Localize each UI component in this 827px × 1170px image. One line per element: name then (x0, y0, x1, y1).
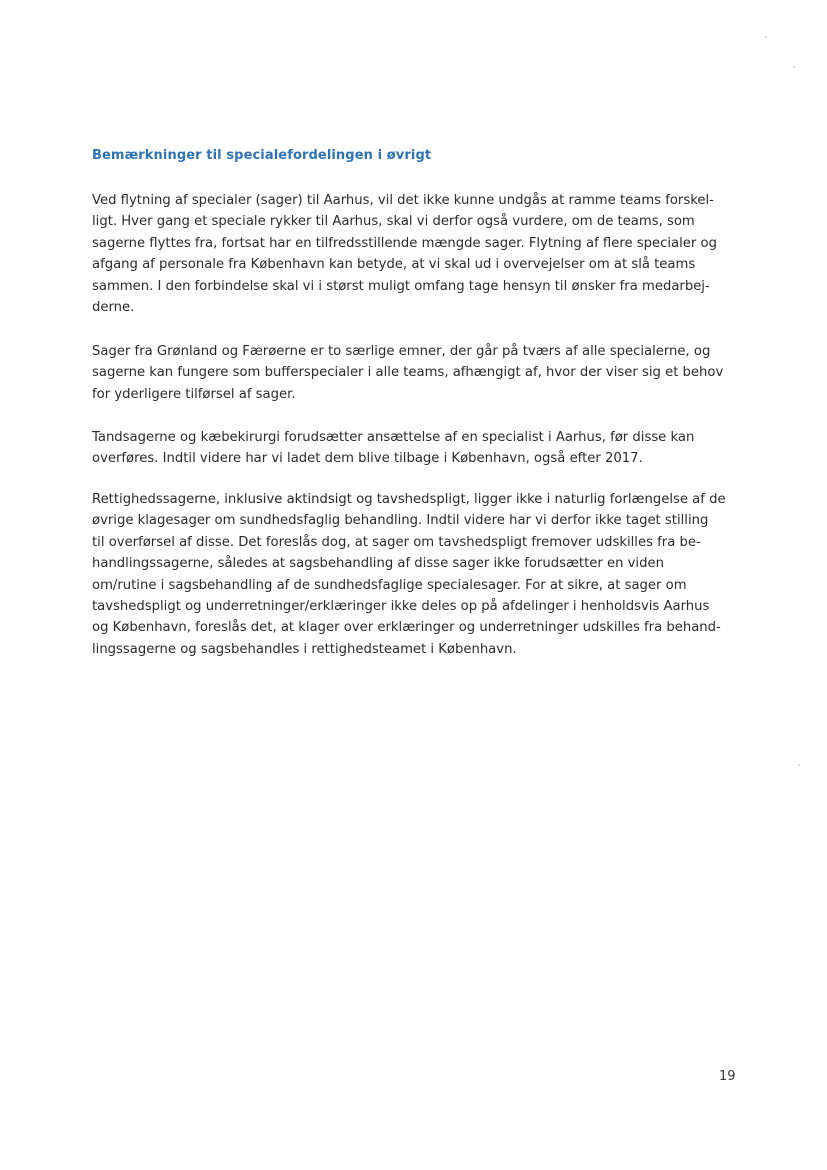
paragraph-line: øvrige klagesager om sundhedsfaglig behandling. Indtil videre har vi derfor ikke taget stilling (92, 513, 709, 529)
paragraph-line: sammen. I den forbindelse skal vi i størst muligt omfang tage hensyn til ønsker fra medarbej- (92, 278, 710, 294)
paragraph-line: sagerne kan fungere som bufferspecialer i alle teams, afhængigt af, hvor der viser sig et behov (92, 365, 724, 381)
paragraph-line: afgang af personale fra København kan betyde, at vi skal ud i overvejelser om at slå teams (92, 257, 696, 273)
paragraph-line: om/rutine i sagsbehandling af de sundhedsfaglige specialesager. For at sikre, at sager om (92, 577, 687, 593)
paragraph-line: til overførsel af disse. Det foreslås dog, at sager om tavshedspligt fremover udskilles fra be- (92, 534, 701, 550)
paragraph-line: og København, foreslås det, at klager over erklæringer og underretninger udskilles fra behand- (92, 620, 721, 636)
paragraph-2 (92, 341, 723, 405)
paragraph-line: derne. (92, 300, 135, 316)
paragraph-line: for yderligere tilførsel af sager. (92, 386, 296, 402)
paragraph-line: Rettighedssagerne, inklusive aktindsigt og tavshedspligt, ligger ikke i naturlig forlængelse af de (92, 492, 726, 507)
page-number: 19 (719, 1069, 736, 1084)
paragraph-3 (92, 427, 694, 470)
paragraph-line: Tandsagerne og kæbekirurgi forudsætter ansættelse af en specialist i Aarhus, før disse kan (92, 430, 695, 445)
scan-speck (765, 36, 767, 38)
paragraph-line: ligt. Hver gang et speciale rykker til Aarhus, skal vi derfor også vurdere, om de teams, som (92, 214, 695, 230)
scan-speck (798, 764, 800, 766)
paragraph-line: handlingssagerne, således at sagsbehandling af disse sager ikke forudsætter en viden (92, 556, 664, 572)
paragraph-line: sagerne flyttes fra, fortsat har en tilfredsstillende mængde sager. Flytning af flere specialer og (92, 235, 717, 251)
paragraph-line: Ved flytning af specialer (sager) til Aarhus, vil det ikke kunne undgås at ramme teams forskel- (92, 193, 714, 208)
paragraph-line: overføres. Indtil videre har vi ladet dem blive tilbage i København, også efter 2017. (92, 451, 643, 467)
scan-speck (793, 66, 795, 68)
paragraph-4 (92, 489, 726, 660)
paragraph-line: lingssagerne og sagsbehandles i rettighedsteamet i København. (92, 641, 517, 657)
paragraph-line: Sager fra Grønland og Færøerne er to særlige emner, der går på tværs af alle specialerne, og (92, 344, 711, 359)
paragraph-1 (92, 190, 717, 318)
paragraph-line: tavshedspligt og underretninger/erklæringer ikke deles op på afdelinger i henholdsvis Aarhus (92, 599, 710, 615)
section-heading: Bemærkninger til specialefordelingen i øvrigt (92, 148, 432, 163)
